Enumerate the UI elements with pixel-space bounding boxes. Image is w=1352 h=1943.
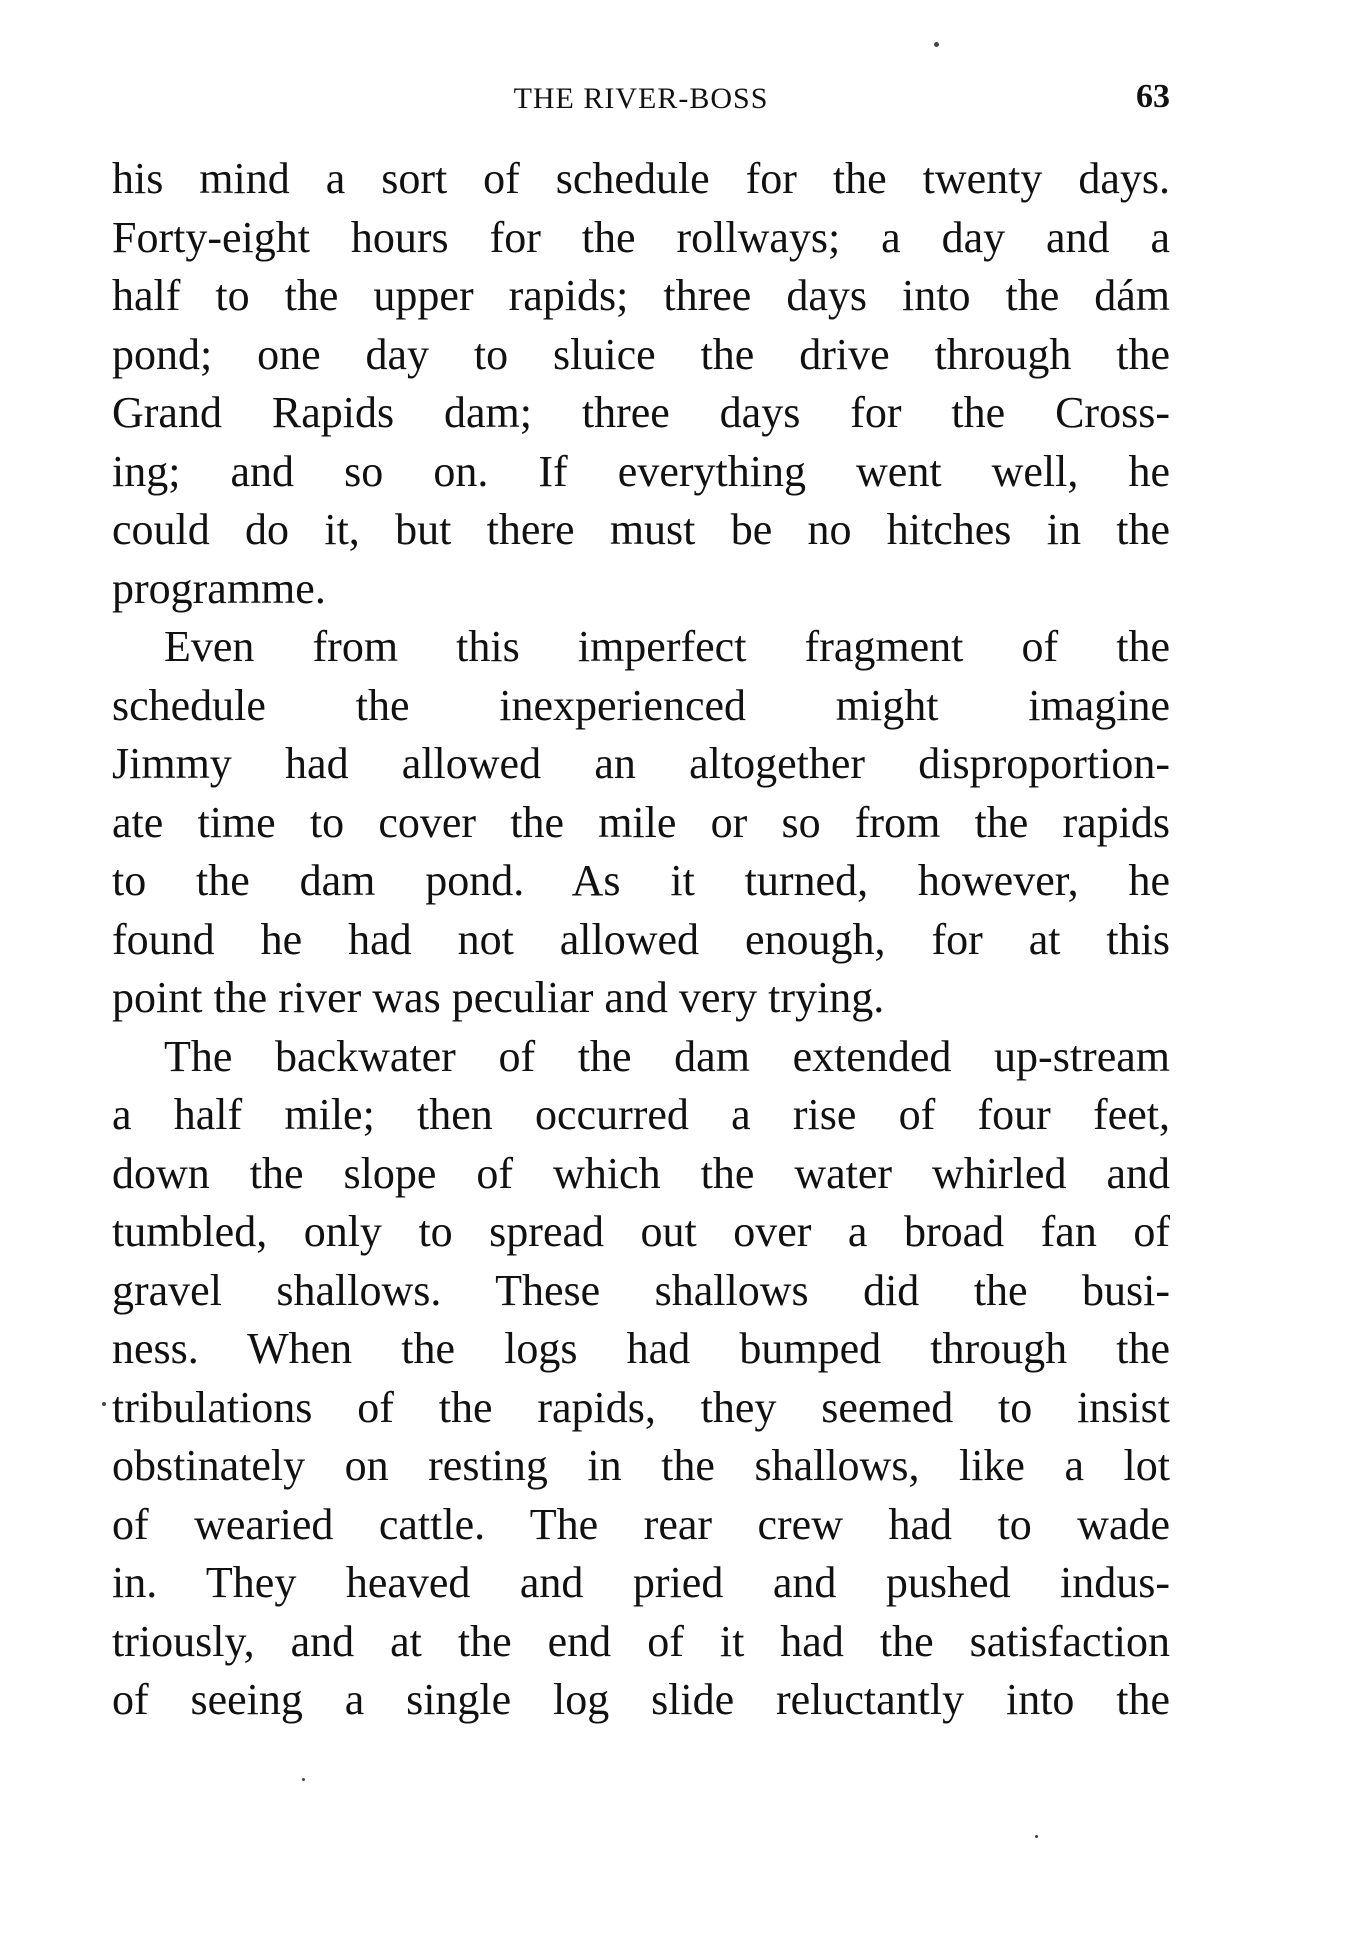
body-text — [112, 150, 1170, 1730]
text-line: tribulations of the rapids, they seemed to insist — [112, 1382, 1170, 1432]
text-line: a half mile; then occurred a rise of four feet, — [112, 1090, 1170, 1139]
text-line: down the slope of which the water whirled and — [112, 1148, 1170, 1198]
text-line: point the river was peculiar and very trying. — [112, 973, 885, 1022]
text-line: pond; one day to sluice the drive through the — [112, 329, 1170, 379]
text-line: triously, and at the end of it had the satisfaction — [112, 1616, 1170, 1666]
text-line: schedule the inexperienced might imagine — [112, 680, 1170, 730]
page-number: 63 — [1136, 78, 1170, 115]
text-line: could do it, but there must be no hitches in the — [112, 505, 1170, 554]
text-line: programme. — [112, 563, 326, 613]
text-line: in. They heaved and pried and pushed indus- — [112, 1558, 1170, 1607]
text-line: gravel shallows. These shallows did the busi- — [112, 1265, 1170, 1315]
text-line: half to the upper rapids; three days into the dám — [112, 271, 1170, 320]
paragraph-first-line: Even from this imperfect fragment of the — [164, 622, 1170, 671]
running-head — [112, 78, 1170, 118]
scan-speck — [102, 1402, 106, 1406]
text-line: ate time to cover the mile or so from the rapids — [112, 797, 1170, 847]
text-line: Forty-eight hours for the rollways; a day and a — [112, 212, 1170, 262]
text-line: to the dam pond. As it turned, however, he — [112, 856, 1170, 905]
text-line: ing; and so on. If everything went well, he — [112, 446, 1170, 496]
paragraph-first-line: The backwater of the dam extended up-stream — [164, 1031, 1170, 1081]
text-line: obstinately on resting in the shallows, like a lot — [112, 1441, 1170, 1490]
scan-speck — [934, 42, 939, 47]
text-line: his mind a sort of schedule for the twenty days. — [112, 154, 1170, 203]
text-line: tumbled, only to spread out over a broad fan of — [112, 1207, 1170, 1256]
scan-speck — [1035, 1835, 1038, 1838]
text-line: Jimmy had allowed an altogether disproportion- — [112, 739, 1170, 788]
text-line: of wearied cattle. The rear crew had to wade — [112, 1499, 1170, 1549]
text-line: ness. When the logs had bumped through the — [112, 1324, 1170, 1373]
running-title: THE RIVER-BOSS — [513, 82, 769, 115]
text-line: of seeing a single log slide reluctantly into the — [112, 1675, 1170, 1724]
text-line: Grand Rapids dam; three days for the Cross- — [112, 388, 1170, 437]
text-line: found he had not allowed enough, for at this — [112, 914, 1170, 964]
scan-speck — [302, 1778, 305, 1781]
